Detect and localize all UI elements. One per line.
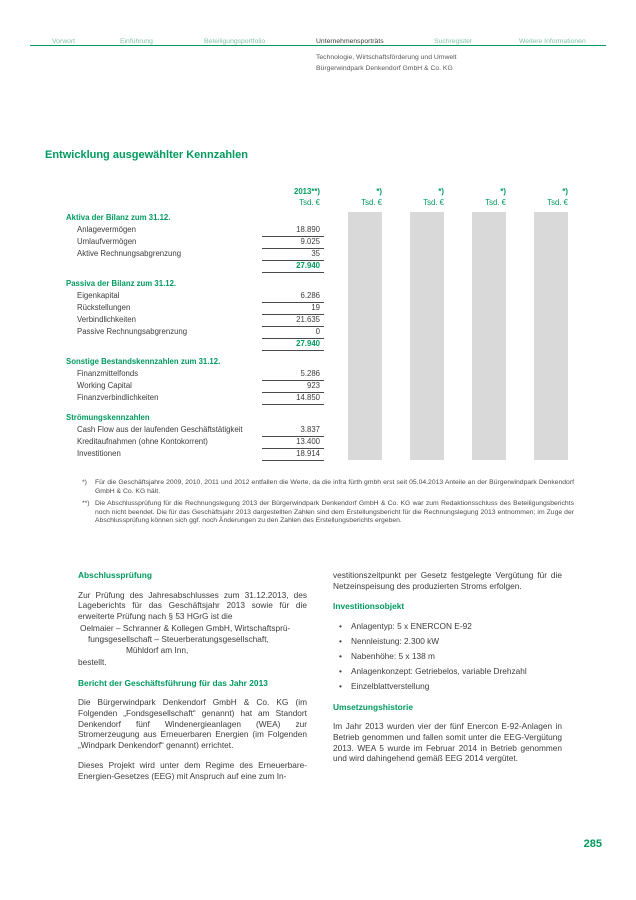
paragraph: Die Bürgerwindpark Denkendorf GmbH & Co. KG (im Folgenden „Fondsgesellschaft“ genannt) hat am Standort Denkendorf fünf Windenergieanlagen (WEA) zur Stromerzeugung aus Erneuerbaren Energien (im Folgenden „Windpark Denkendorf“ genannt) errichtet. [78,697,307,750]
table-section-row: Aktiva der Bilanz zum 31.12. [66,213,171,222]
page-title: Entwicklung ausgewählter Kennzahlen [45,149,248,161]
footnote-text: Die Abschlussprüfung für die Rechnungslegung 2013 der Bürgerwindpark Denkendorf GmbH & Co. KG war zum Redaktionsschluss des Beteiligungsberichts noch nicht beendet. Die für das Geschäftsjahr 2013 dargestellten Zahlen sind dem Erstellungsbericht für die Rechnungslegung 2013 entnommen; im Zuge der Abschlussprüfung können sich ggf. noch Änderungen zu den Zahlen des Erstellungsberichts ergeben. [95,500,574,525]
nav-item-unternehmensportraets[interactable]: Unternehmensporträts [316,38,384,45]
bullet-icon: • [339,620,342,631]
row-value-2013: 13.400 [262,436,324,449]
footnote-marker: **) [82,500,90,508]
table-row: Passive Rechnungsabgrenzung 0 [66,326,572,338]
table-row: Eigenkapital 6.286 [66,290,572,302]
paragraph: Zur Prüfung des Jahresabschlusses zum 31.12.2013, des Lageberichts für das Geschäftsjahr 2013 sowie für die erweiterte Prüfung nach § 53 HGrG ist die [78,589,307,621]
row-value-2013: 21.635 [262,314,324,327]
total-value-2013: 27.940 [262,338,324,351]
table-total-row [66,338,572,350]
nav-divider-rule [30,45,606,46]
table-row: Umlaufvermögen 9.025 [66,236,572,248]
body-column-right [333,570,562,774]
list-item: • Nennleistung: 2.300 kW [339,635,440,646]
table-row: Finanzmittelfonds 5.286 [66,368,572,380]
nav-item-vorwort[interactable]: Vorwort [52,38,76,45]
footnote-text: Für die Geschäftsjahre 2009, 2010, 2011 und 2012 entfallen die Werte, da die infra fürth gmbh erst seit 05.04.2013 Anteile an der Bürgerwindpark Denkendorf GmbH & Co. KG hält. [95,479,574,495]
breadcrumb [316,53,457,74]
table-row: Aktive Rechnungsabgrenzung 35 [66,248,572,260]
table-row: Verbindlichkeiten 21.635 [66,314,572,326]
row-value-2013: 3.837 [262,424,324,437]
paragraph: vestitionszeitpunkt per Gesetz festgelegte Vergütung für die Netzeinspeisung des produzierten Stroms erfolgen. [333,570,562,591]
list-item: • Einzelblattverstellung [339,681,430,692]
page-number: 285 [583,838,602,850]
breadcrumb-category: Technologie, Wirtschaftsförderung und Umwelt [316,54,457,61]
body-column-left [78,570,307,792]
paragraph: bestellt. [78,657,107,668]
row-value-2013: 18.914 [262,448,324,461]
table-row: Rückstellungen 19 [66,302,572,314]
bullet-icon: • [339,650,342,661]
table-row: Cash Flow aus der laufenden Geschäftstätigkeit 3.837 [66,424,572,436]
header-spacer [66,186,262,209]
paragraph: Im Jahr 2013 wurden vier der fünf Enercon E-92-Anlagen in Betrieb genommen und fallen somit unter die EEG-Vergütung 2013. WEA 5 wurde im Februar 2014 in Betrieb genommen und wird dahingehend gemäß EEG 2014 vergütet. [333,721,562,764]
table-section-row: Strömungskennzahlen [66,413,150,422]
table-section-row: Passiva der Bilanz zum 31.12. [66,279,177,288]
column-header-prev3: *) Tsd. € [485,187,506,207]
section-heading-investitionsobjekt: Investitionsobjekt [333,601,405,612]
section-heading-umsetzungshistorie: Umsetzungshistorie [333,701,414,712]
bullet-icon: • [339,681,342,692]
nav-item-beteiligungsportfolio[interactable]: Beteiligungsportfolio [204,38,266,45]
table-section-row: Sonstige Bestandskennzahlen zum 31.12. [66,357,221,366]
list-item: • Anlagentyp: 5 x ENERCON E-92 [339,620,472,631]
list-item: • Nabenhöhe: 5 x 138 m [339,650,435,661]
footnote-2 [82,500,574,526]
auditor-address-block: Oelmaier – Schranner & Kollegen GmbH, Wirtschaftsprü- fungsgesellschaft – Steuerberatungsgesellschaft, Mühldorf am Inn, [80,623,291,655]
column-header-prev2: *) Tsd. € [423,187,444,207]
investment-bullet-list [333,621,562,692]
paragraph: Dieses Projekt wird unter dem Regime des Erneuerbare-Energien-Gesetzes (EEG) mit Anspruch auf eine zum In- [78,760,307,781]
key-figures-table [66,186,572,460]
total-value-2013: 27.940 [262,260,324,273]
table-row: Kreditaufnahmen (ohne Kontokorrent) 13.400 [66,436,572,448]
row-value-2013: 6.286 [262,290,324,303]
row-value-2013: 923 [262,380,324,393]
footnote-marker: *) [82,479,87,486]
nav-item-einfuehrung[interactable]: Einführung [120,38,153,45]
nav-item-weitere-informationen[interactable]: Weitere Informationen [519,38,586,45]
table-row: Finanzverbindlichkeiten 14.850 [66,392,572,404]
row-value-2013: 18.890 [262,224,324,237]
table-row: Anlagevermögen 18.890 [66,224,572,236]
bullet-icon: • [339,635,342,646]
list-item: • Anlagenkonzept: Getriebelos, variable Drehzahl [339,666,527,677]
table-total-row [66,260,572,272]
section-heading-bericht: Bericht der Geschäftsführung für das Jahr 2013 [78,677,268,688]
column-header-prev1: *) Tsd. € [361,187,382,207]
breadcrumb-company: Bürgerwindpark Denkendorf GmbH & Co. KG [316,64,453,72]
nav-item-suchregister[interactable]: Suchregister [434,38,473,45]
column-header-prev4: *) Tsd. € [547,187,568,207]
column-header-2013: 2013**) Tsd. € [293,187,320,207]
row-value-2013: 5.286 [262,368,324,381]
row-value-2013: 19 [262,302,324,315]
table-row: Working Capital 923 [66,380,572,392]
table-row: Investitionen 18.914 [66,448,572,460]
table-header [66,186,572,209]
row-value-2013: 35 [262,248,324,261]
bullet-icon: • [339,666,342,677]
row-value-2013: 0 [262,326,324,339]
row-value-2013: 9.025 [262,236,324,249]
table-body [66,212,572,460]
top-navigation [0,0,636,72]
footnote-1 [82,479,574,496]
row-value-2013: 14.850 [262,392,324,405]
footnotes [82,479,574,530]
section-heading-abschlusspruefung: Abschlussprüfung [78,570,152,580]
